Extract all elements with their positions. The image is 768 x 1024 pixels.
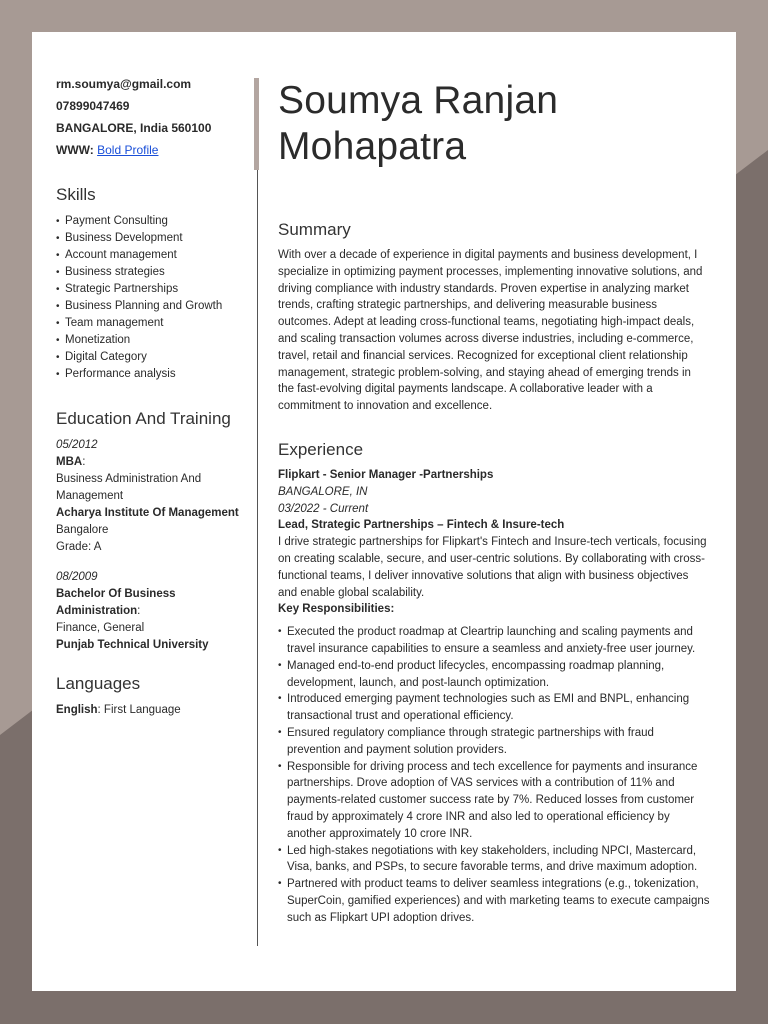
left-column	[56, 76, 242, 719]
language-level: First Language	[103, 704, 181, 716]
education-degree-line: Bachelor Of Business Administration:	[56, 588, 176, 617]
skill-item: • Team management	[56, 315, 242, 332]
skill-item: • Performance analysis	[56, 366, 242, 383]
responsibility-item: • Led high-stakes negotiations with key stakeholders, including NPCI, Mastercard, Visa, banks, and PSPs, to secure favorable terms, and drive maximum adoption.	[278, 843, 710, 877]
education-school: Punjab Technical University	[56, 639, 209, 651]
bold-profile-link[interactable]: Bold Profile	[97, 143, 159, 157]
responsibility-item: • Executed the product roadmap at Cleartrip launching and scaling payments and travel insurance capabilities to ensure a seamless and anxiety-free user journey.	[278, 624, 710, 658]
education-field: Business Administration And Management	[56, 473, 202, 502]
responsibility-item: • Partnered with product teams to deliver seamless integrations (e.g., tokenization, SuperCoin, gamified experiences) and with marketing teams to execute campaigns such as Flipkart UPI adoption drives.	[278, 876, 710, 926]
education-degree: Bachelor Of Business Administration	[56, 588, 176, 617]
education-school: Acharya Institute Of Management	[56, 507, 239, 519]
language-item: English: First Language	[56, 704, 181, 716]
experience-section	[278, 440, 710, 927]
language-name: English	[56, 704, 98, 716]
contact-phone: 07899047469	[56, 99, 130, 113]
job-role: Lead, Strategic Partnerships – Fintech & Insure-tech	[278, 519, 565, 532]
education-location: Bangalore	[56, 524, 109, 536]
education-degree-line: MBA:	[56, 456, 86, 468]
summary-section	[278, 220, 710, 415]
contact-location: BANGALORE, India 560100	[56, 121, 212, 135]
resume-page	[32, 32, 736, 991]
skills-heading: Skills	[56, 185, 96, 204]
responsibility-item: • Managed end-to-end product lifecycles, encompassing roadmap planning, development, launch, and post-launch optimization.	[278, 658, 710, 692]
education-degree: MBA	[56, 456, 83, 468]
www-label: WWW:	[56, 143, 94, 157]
summary-heading: Summary	[278, 220, 351, 239]
contact-www	[56, 142, 242, 159]
responsibility-item: • Responsible for driving process and tech excellence for payments and insurance partnerships. Drove adoption of VAS services with a contribution of 11% and payments-related customer success rate by 7%. Reduced losses from customer fraud by approximately 4 crore INR and also led to operational efficiency by another approximately 10 crore INR.	[278, 759, 710, 843]
responsibility-item: • Introduced emerging payment technologies such as EMI and BNPL, enhancing transactional trust and operational efficiency.	[278, 691, 710, 725]
skills-list	[56, 213, 242, 383]
education-date: 05/2012	[56, 439, 98, 451]
education-date: 08/2009	[56, 571, 98, 583]
skill-item: • Monetization	[56, 332, 242, 349]
job-location: BANGALORE, IN	[278, 485, 368, 498]
skill-item: • Digital Category	[56, 349, 242, 366]
job-description: I drive strategic partnerships for Flipkart's Fintech and Insure-tech verticals, focusing on creating scalable, secure, and user-centric solutions. By collaborating with cross-functional teams, I deliver innovative solutions that align with business objectives and enable global scalability.	[278, 536, 707, 599]
experience-heading: Experience	[278, 439, 364, 459]
summary-text: With over a decade of experience in digital payments and business development, I specialize in optimizing payment processes, implementing innovative solutions, and driving compliance with industry standards. Proven expertise in analyzing market trends, crafting strategic partnerships, and delivering measurable business outcomes. Adept at leading cross-functional teams, negotiating high-impact deals, and scaling transaction volumes across diverse industries, including e-commerce, travel, retail and financial services. Recognized for exceptional client relationship management, strategic problem-solving, and staying ahead of emerging trends in the fast-evolving digital payments landscape. A collaborative leader with a commitment to innovation and excellence.	[278, 249, 703, 413]
skill-item: • Payment Consulting	[56, 213, 242, 230]
column-divider	[257, 170, 258, 946]
skill-item: • Business Planning and Growth	[56, 298, 242, 315]
skill-item: • Business strategies	[56, 264, 242, 281]
name-line-1: Soumya Ranjan	[278, 79, 559, 122]
education-field: Finance, General	[56, 622, 145, 634]
job-title: Flipkart - Senior Manager -Partnerships	[278, 468, 494, 481]
contact-info	[56, 76, 242, 159]
name-accent-bar	[254, 78, 259, 170]
education-heading: Education And Training	[56, 409, 231, 428]
skill-item: • Business Development	[56, 230, 242, 247]
responsibilities-list	[278, 624, 710, 926]
skill-item: • Strategic Partnerships	[56, 281, 242, 298]
skill-item: • Account management	[56, 247, 242, 264]
education-entry	[56, 437, 242, 556]
languages-heading: Languages	[56, 674, 141, 693]
name-line-2: Mohapatra	[278, 125, 467, 168]
education-entry	[56, 569, 242, 654]
candidate-name	[278, 78, 710, 170]
responsibilities-heading: Key Responsibilities:	[278, 603, 395, 616]
contact-email: rm.soumya@gmail.com	[56, 77, 192, 91]
job-dates: 03/2022 - Current	[278, 502, 369, 515]
responsibility-item: • Ensured regulatory compliance through strategic partnerships with fraud prevention and payment solution providers.	[278, 725, 710, 759]
education-grade: Grade: A	[56, 541, 102, 553]
right-column	[278, 78, 710, 926]
